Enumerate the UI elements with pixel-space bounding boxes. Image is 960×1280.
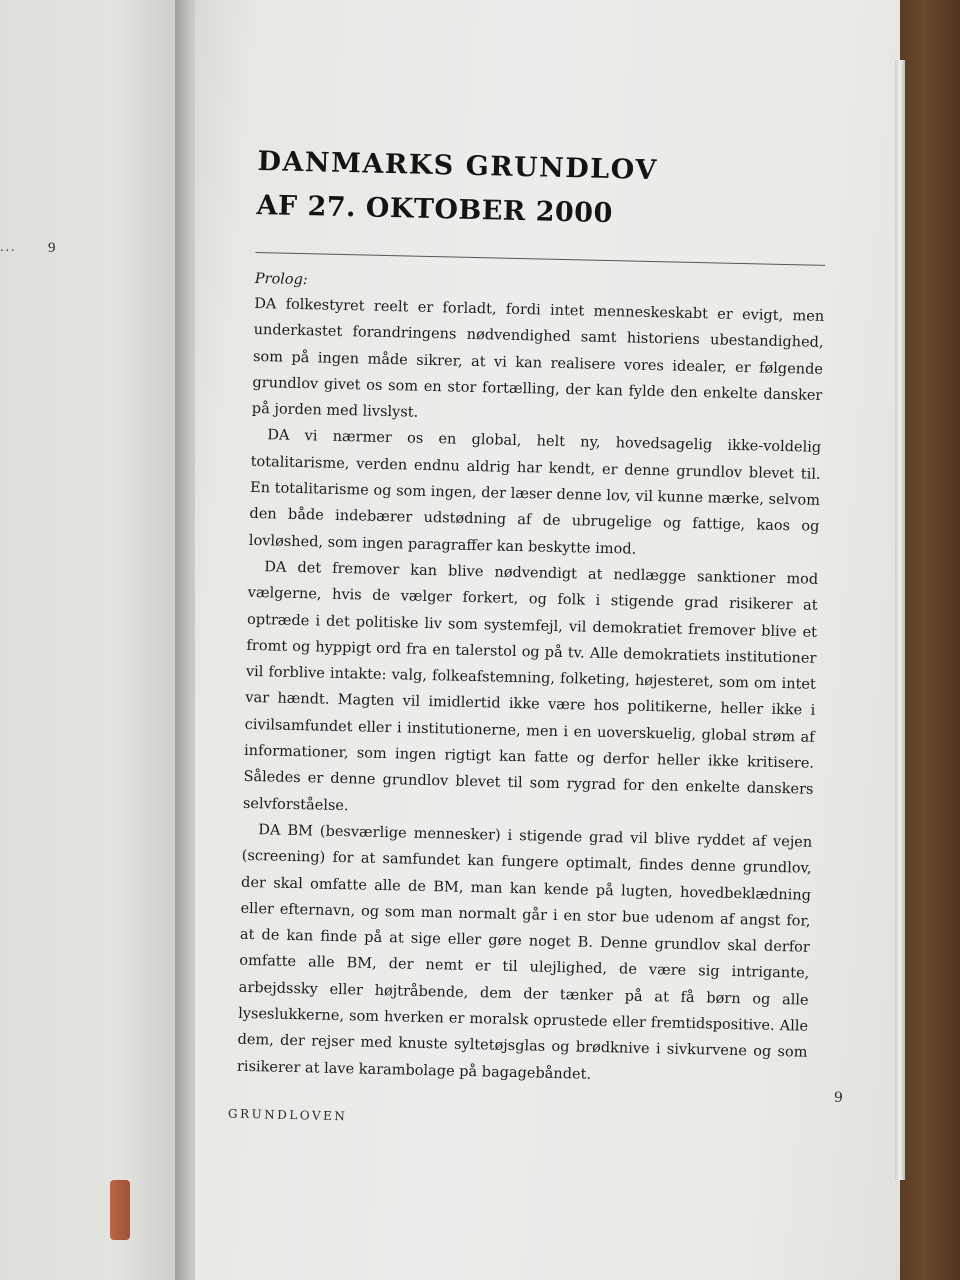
paragraph: DA det fremover kan blive nødvendigt at nedlægge sanktioner mod vælgerne, hvis de vælger forkert, og folk i stigende grad risikerer at optræde i det politiske liv som systemfejl, vil demokratiet fremover blive et fromt og hyppigt ord fra en talerstol og på tv. Alle demokratiets institutioner vil forblive intakte: valg, folkeafstemning, folketing, højesteret, som om intet var hændt. Magten vil imidlertid ikke være hos politikerne, heller ikke i civilsamfundet eller i institutionerne, men i en uoverskuelig, global strøm af informationer, som ingen rigtigt kan fatte og derfor heller ikke kritisere. Således er denne grundlov blevet til som rygrad for den enkelte danskers selvforståelse. <box>242 559 819 814</box>
chapter-title-line1: DANMARKS GRUNDLOV <box>257 145 659 187</box>
title-rule <box>255 252 825 266</box>
left-page-number: 9 <box>48 240 56 256</box>
paragraph: DA vi nærmer os en global, helt ny, hovedsagelig ikke-voldelig totalitarisme, verden endnu aldrig har kendt, er denne grundlov blevet til. En totalitarisme og som ingen, der læser denne lov, vil kunne mærke, selvom den både indebærer udstødning af de ubrugelige og fattige, kaos og lovløshed, som ingen paragraffer kan beskytte imod. <box>248 427 822 558</box>
wooden-table <box>900 0 960 1280</box>
page-edge <box>895 60 905 1180</box>
page-number: 9 <box>834 1090 843 1106</box>
paragraph: DA BM (besværlige mennesker) i stigende grad vil blive ryddet af vejen (screening) for at samfundet kan fungere optimalt, findes denne grundlov, der skal omfatte alle de BM, man kan kende på lugten, hovedbeklædning eller efternavn, og som man normalt går i en stor bue udenom af angst for, at de kan finde på at sige eller gøre noget B. Denne grundlov skal derfor omfatte alle BM, der nemt er til ulejlighed, de være sig intrigante, arbejdssky eller højtråbende, dem der tænker på at få børn og alle lyseslukkerne, som hverken er moralsk oprustede eller fremtidspositive. Alle dem, der rejser med knuste syltetøjsglas og brødknive i sivkurvene og som risikerer at lave karambolage på bagagebåndet. <box>236 822 813 1083</box>
book-binding-edge <box>110 1180 130 1240</box>
chapter-title <box>256 140 828 241</box>
prolog-label: Prolog: <box>254 270 308 289</box>
left-page-dots: ... <box>0 240 17 255</box>
left-page <box>0 0 190 1280</box>
chapter-title-line2: AF 27. OKTOBER 2000 <box>256 189 614 230</box>
running-head: GRUNDLOVEN <box>227 1106 348 1124</box>
paragraph: DA folkestyret reelt er forladt, fordi intet menneskeskabt er evigt, men underkastet forandringens nødvendighed samt historiens ubestandighed, som på ingen måde sikrer, at vi kan realisere vores idealer, er følgende grundlov givet os som en stor fortælling, der kan fylde den enkelte dansker på jorden med livslyst. <box>251 295 825 421</box>
body-text <box>237 291 825 1093</box>
page-content <box>237 140 828 1093</box>
